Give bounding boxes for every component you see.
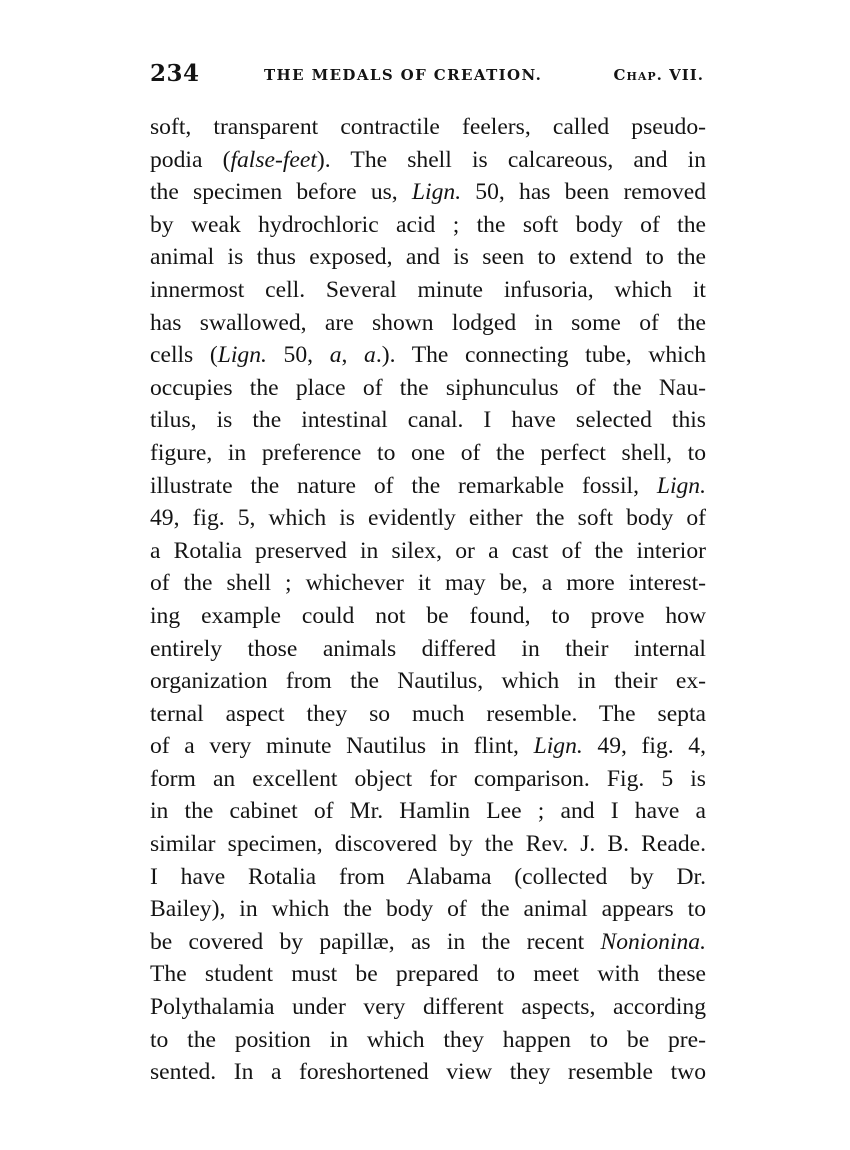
text-segment: innermost cell. Several minute infusoria, which it (150, 276, 706, 303)
italic-text: Nonionina. (600, 928, 706, 955)
text-line (150, 502, 706, 535)
text-segment: animal is thus exposed, and is seen to extend to the (150, 244, 706, 271)
text-segment: The student must be prepared to meet with these (150, 961, 706, 988)
text-line (150, 893, 706, 926)
text-segment: figure, in preference to one of the perfect shell, to (150, 439, 706, 466)
text-line (150, 535, 706, 568)
text-segment: cells ( (150, 342, 218, 369)
text-line (150, 600, 706, 633)
text-segment: of a very minute Nautilus in flint, (150, 733, 534, 760)
text-segment: the specimen before us, (150, 179, 412, 206)
text-segment: similar specimen, discovered by the Rev. J. B. Reade. (150, 831, 706, 858)
text-segment: Bailey), in which the body of the animal appears to (150, 896, 706, 923)
text-line (150, 926, 706, 959)
text-segment: ing example could not be found, to prove how (150, 602, 706, 629)
italic-text: Lign. (533, 733, 583, 760)
text-line (150, 209, 706, 242)
text-line (150, 991, 706, 1024)
text-line (150, 763, 706, 796)
text-segment: has swallowed, are shown lodged in some of the (150, 309, 706, 336)
body-text (150, 111, 706, 1089)
text-segment: 50, (266, 342, 330, 369)
book-page (150, 60, 706, 1089)
text-segment: Polythalamia under very different aspects, according (150, 994, 706, 1021)
italic-text: a (364, 342, 376, 369)
text-line (150, 730, 706, 763)
text-line (150, 698, 706, 731)
text-line (150, 470, 706, 503)
text-segment: a Rotalia preserved in silex, or a cast of the interior (150, 537, 706, 564)
text-line (150, 372, 706, 405)
text-segment: be covered by papillæ, as in the recent (150, 928, 601, 955)
text-line (150, 339, 706, 372)
text-line (150, 567, 706, 600)
italic-text: Lign. (217, 342, 267, 369)
text-segment: in the cabinet of Mr. Hamlin Lee ; and I have a (150, 798, 706, 825)
text-segment: , (341, 342, 365, 369)
text-line (150, 404, 706, 437)
text-segment: by weak hydrochloric acid ; the soft body of the (150, 211, 706, 238)
italic-text: false-feet (230, 146, 317, 173)
text-line (150, 828, 706, 861)
text-line (150, 274, 706, 307)
text-line (150, 176, 706, 209)
text-segment: illustrate the nature of the remarkable fossil, (150, 472, 657, 499)
chapter-reference: Chap. VII. (613, 66, 704, 84)
text-line (150, 795, 706, 828)
text-segment: 50, has been removed (461, 179, 706, 206)
text-segment: .). The connecting tube, which (375, 342, 706, 369)
italic-text: Lign. (656, 472, 706, 499)
text-line (150, 633, 706, 666)
text-segment: podia ( (150, 146, 231, 173)
running-title: THE MEDALS OF CREATION. (264, 66, 543, 84)
running-head (150, 60, 706, 94)
text-segment: form an excellent object for comparison. Fig. 5 is (150, 765, 706, 792)
text-line (150, 144, 706, 177)
text-segment: of the shell ; whichever it may be, a more interest- (150, 570, 706, 597)
text-line (150, 665, 706, 698)
page-number: 234 (150, 60, 200, 87)
text-line (150, 437, 706, 470)
text-line (150, 307, 706, 340)
italic-text: Lign. (411, 179, 462, 206)
text-segment: 49, fig. 4, (582, 733, 706, 760)
text-segment: occupies the place of the siphunculus of the Nau- (150, 374, 706, 401)
text-segment: tilus, is the intestinal canal. I have selected this (150, 407, 706, 434)
text-line (150, 861, 706, 894)
text-segment: ternal aspect they so much resemble. The septa (150, 700, 706, 727)
text-line (150, 1056, 706, 1089)
text-segment: to the position in which they happen to be pre- (150, 1026, 706, 1053)
text-segment: organization from the Nautilus, which in their ex- (150, 668, 706, 695)
italic-text: a (329, 342, 342, 369)
text-segment: I have Rotalia from Alabama (collected by Dr. (150, 863, 706, 890)
text-line (150, 241, 706, 274)
text-segment: soft, transparent contractile feelers, called pseudo- (150, 114, 706, 140)
text-segment: ). The shell is calcareous, and in (316, 146, 706, 173)
text-line (150, 111, 706, 144)
text-line (150, 1024, 706, 1057)
text-segment: sented. In a foreshortened view they resemble two (150, 1059, 706, 1086)
text-segment: entirely those animals differed in their internal (150, 635, 706, 662)
text-line (150, 958, 706, 991)
text-segment: 49, fig. 5, which is evidently either the soft body of (150, 505, 706, 532)
